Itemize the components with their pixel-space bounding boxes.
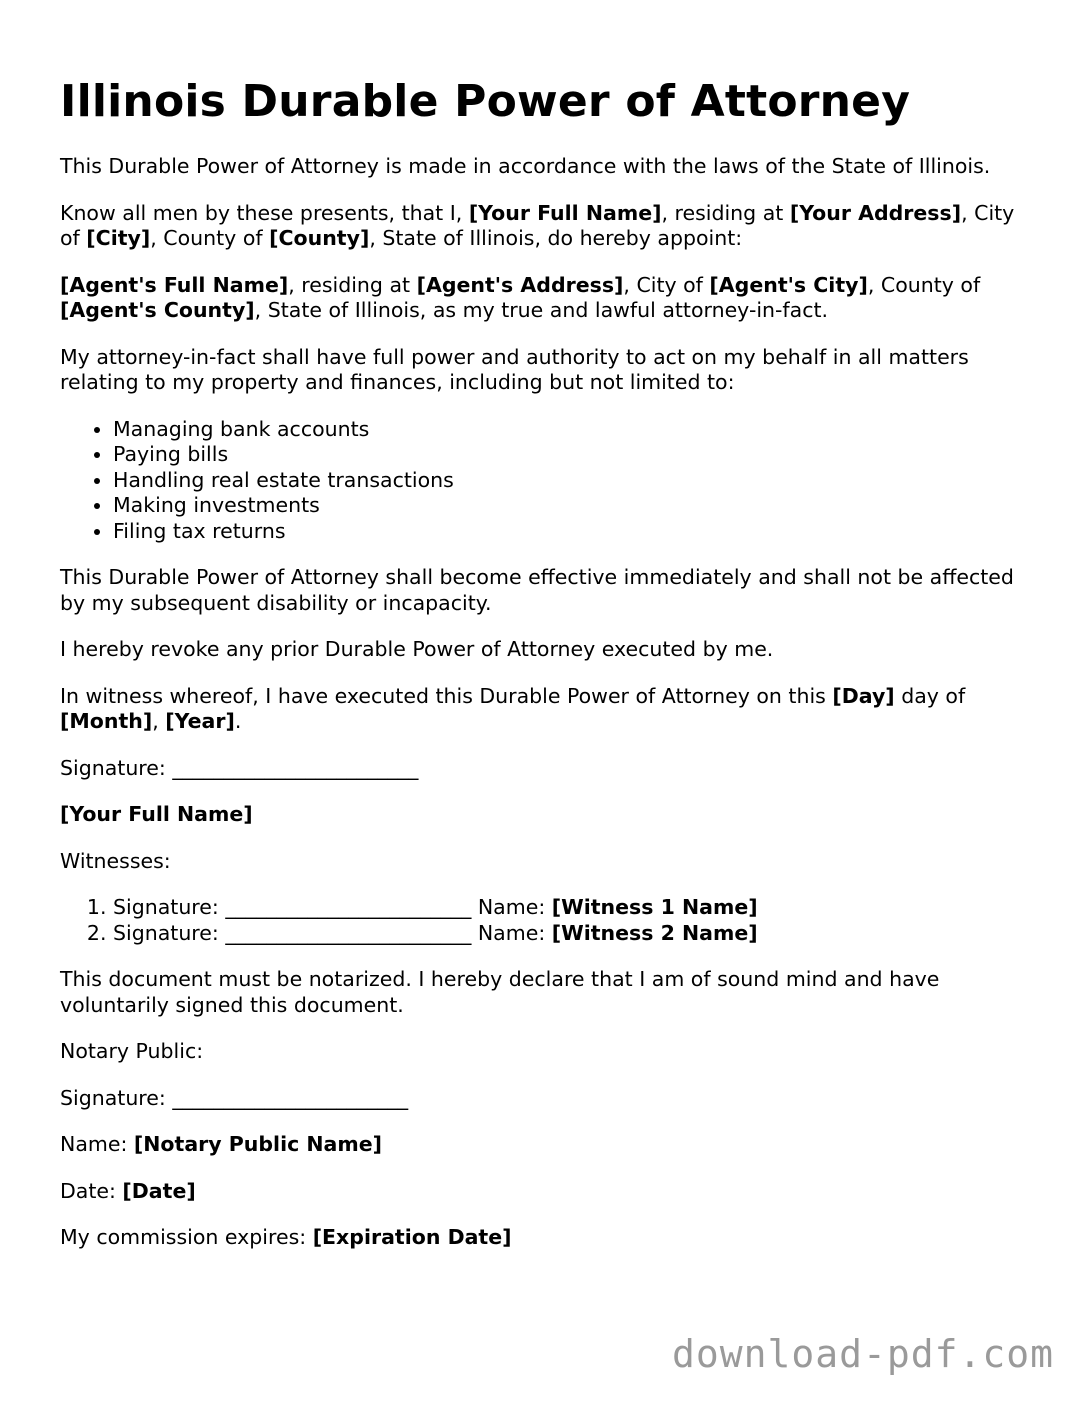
notary-label: Notary Public: xyxy=(60,1039,204,1063)
principal-paragraph: Know all men by these presents, that I, [Your Full Name], residing at [Your Address], City of [City], County of [County], State of Illinois, do hereby appoint: xyxy=(60,200,1015,250)
intro-paragraph: This Durable Power of Attorney is made in accordance with the laws of the State of Illinois. xyxy=(60,154,991,178)
witnesses-label: Witnesses: xyxy=(60,848,171,873)
notary-date-field: [Date] xyxy=(122,1178,196,1203)
witness-row: 1. Signature: ________________________ Name: [Witness 1 Name] xyxy=(113,895,1040,921)
principal-city-field: [City] xyxy=(86,226,151,250)
month-field: [Month] xyxy=(60,709,153,733)
witness-name-field: [Witness 1 Name] xyxy=(551,895,758,919)
revoke-paragraph: I hereby revoke any prior Durable Power of Attorney executed by me. xyxy=(60,637,774,661)
notary-signature-line: Signature: _______________________ xyxy=(60,1085,409,1110)
principal-printed-name: [Your Full Name] xyxy=(60,802,253,826)
agent-county-field: [Agent's County] xyxy=(60,298,255,322)
document-title: Illinois Durable Power of Attorney xyxy=(60,76,911,127)
list-item: • Handling real estate transactions xyxy=(113,468,1040,494)
powers-intro: My attorney-in-fact shall have full power and authority to act on my behalf in all matters relating to my property and finances, including but not limited to: xyxy=(60,344,969,394)
notarize-paragraph: This document must be notarized. I hereby declare that I am of sound mind and have voluntarily signed this document. xyxy=(60,967,940,1017)
agent-name-field: [Agent's Full Name] xyxy=(60,272,289,297)
list-item: • Paying bills xyxy=(113,442,1040,468)
witness-name-field: [Witness 2 Name] xyxy=(551,920,758,945)
day-field: [Day] xyxy=(832,683,895,708)
watermark: download-pdf.com xyxy=(671,1332,1054,1376)
principal-county-field: [County] xyxy=(269,226,370,250)
notary-commission-line: My commission expires: [Expiration Date] xyxy=(60,1225,512,1249)
principal-name-field: [Your Full Name] xyxy=(468,200,662,225)
commission-date-field: [Expiration Date] xyxy=(312,1225,512,1249)
notary-name-line: Name: [Notary Public Name] xyxy=(60,1132,383,1156)
powers-list xyxy=(60,417,1040,545)
notary-name-field: [Notary Public Name] xyxy=(133,1132,383,1156)
list-item: • Making investments xyxy=(113,493,1040,519)
document-page xyxy=(60,76,1040,1272)
notary-date-line: Date: [Date] xyxy=(60,1178,196,1203)
witness-clause: In witness whereof, I have executed this Durable Power of Attorney on this [Day] day of [Month], [Year]. xyxy=(60,683,966,733)
witness-row: 2. Signature: ________________________ Name: [Witness 2 Name] xyxy=(113,921,1040,947)
list-item: • Filing tax returns xyxy=(113,519,1040,545)
list-item: • Managing bank accounts xyxy=(113,417,1040,443)
effective-paragraph: This Durable Power of Attorney shall become effective immediately and shall not be affected by my subsequent disability or incapacity. xyxy=(60,565,1014,615)
witnesses-list xyxy=(60,895,1040,946)
agent-address-field: [Agent's Address] xyxy=(416,272,624,297)
agent-paragraph: [Agent's Full Name], residing at [Agent's Address], City of [Agent's City], County of [Agent's County], State of Illinois, as my true and lawful attorney-in-fact. xyxy=(60,272,981,322)
agent-city-field: [Agent's City] xyxy=(709,272,868,297)
principal-address-field: [Your Address] xyxy=(789,200,962,225)
principal-signature-line: Signature: ________________________ xyxy=(60,755,419,780)
year-field: [Year] xyxy=(165,709,235,733)
